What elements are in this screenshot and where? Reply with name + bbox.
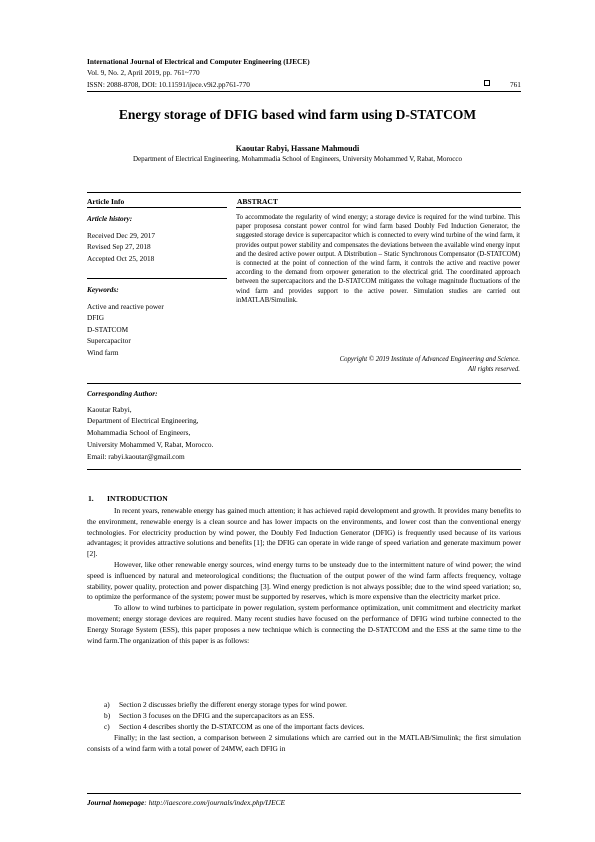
corresponding-line: Mohammadia School of Engineers, [87, 428, 191, 437]
homepage-label: Journal homepage [87, 798, 145, 807]
corresponding-line: University Mohammed V, Rabat, Morocco. [87, 440, 214, 449]
keyword-item: DFIG [87, 313, 105, 322]
keyword-item: Supercapacitor [87, 336, 131, 345]
journal-homepage [87, 798, 285, 807]
page-number: 761 [510, 80, 521, 89]
paragraph: Finally; in the last section, a comparison between 2 simulations which are carried out in the MATLAB/Simulink; the first simulation consists of a wind farm with a total power of 24MW, each DFIG in [87, 733, 521, 753]
section-number: 1. [88, 494, 94, 503]
footer-rule [87, 793, 521, 794]
copyright-line: Copyright © 2019 Institute of Advanced Engineering and Science. [339, 356, 520, 363]
abstract-heading: ABSTRACT [237, 197, 278, 206]
affiliation: Department of Electrical Engineering, Mohammadia School of Engineers, University Mohammed V, Rabat, Morocco [132, 155, 463, 163]
info-bottom-rule [87, 469, 521, 470]
corresponding-email: Email: rabyi.kaoutar@gmail.com [87, 452, 185, 461]
authors: Kaoutar Rabyi, Hassane Mahmoudi [235, 144, 360, 153]
info-col-rule [87, 207, 227, 208]
keywords-heading: Keywords: [87, 285, 119, 294]
info-top-rule [87, 192, 521, 193]
keyword-item: D-STATCOM [87, 325, 129, 334]
paragraph: To allow to wind turbines to participate in power regulation, system performance optimization, unit commitment and electricity market movement; energy storage devices are required. Many recent studies have focused on the performance of DFIG wind turbine connected to the Energy Storage System (ESS), this paper proposes a new technique which is connecting the D-STATCOM and the ESS at the same time to the wind farm.The organization of this paper is as follows: [87, 603, 521, 645]
journal-name: International Journal of Electrical and Computer Engineering (IJECE) [87, 57, 310, 66]
rights-line: All rights reserved. [467, 366, 520, 373]
corresponding-line: Department of Electrical Engineering, [87, 416, 199, 425]
history-received: Received Dec 29, 2017 [87, 231, 156, 240]
history-revised: Revised Sep 27, 2018 [87, 242, 151, 251]
intro-body [87, 506, 521, 646]
article-info-heading: Article Info [87, 197, 125, 206]
abstract-col-rule [236, 207, 521, 208]
corresponding-line: Kaoutar Rabyi, [87, 405, 132, 414]
corresponding-heading: Corresponding Author: [87, 389, 158, 398]
homepage-link[interactable]: : http://iaescore.com/journals/index.php/IJECE [144, 798, 286, 807]
section-title: INTRODUCTION [107, 494, 168, 503]
section-list [87, 700, 521, 732]
square-icon [484, 80, 490, 86]
list-item: b) Section 3 focuses on the DFIG and the supercapacitors as an ESS. [104, 710, 315, 720]
corresponding-rule [87, 383, 521, 384]
paragraph: However, like other renewable energy sources, wind energy turns to be unsteady due to the intermittent nature of wind power; the wind speed is influenced by natural and meteorological conditions; the fluctuation of the output power of the wind farm affects frequency, voltage stability, power quality, protection and power dispatching [3]. Wind energy prediction is not always possible; due to the wind speed variation; so, to optimize the performance of the system; power must be supported by reserves, which is more expensive than the electricity market price. [87, 559, 521, 602]
abstract-text: To accommodate the regularity of wind energy; a storage device is required for the wind turbine. This paper proposesa constant power control for wind farm based Doubly Fed Induction Generator, the suggested storage device is supercapacitor which is connected to every wind turbine of the wind farm, it provides output power stability and compensates the deviations between the available wind energy input and the desired active power output. A Distribution – Static Synchronous Compensator (D-STATCOM) is connected at the point of connection of the wind farm, it controls the active and reactive power according to the demand from orpower generation to the electrical grid. The coordinated approach between the supercapacitors and the D-STATCOM mitigates the voltage magnitude fluctuations of the wind farm and provides support to the active power. Simulation studies are carried out inMATLAB/Simulink. [236, 214, 520, 304]
list-item: c) Section 4 describes shortly the D-STATCOM as one of the important facts devices. [104, 721, 365, 731]
list-item: a) Section 2 discusses briefly the different energy storage types for wind power. [104, 700, 347, 709]
keyword-item: Wind farm [87, 348, 119, 357]
paper-title: Energy storage of DFIG based wind farm using D-STATCOM [118, 107, 477, 122]
volume-info: Vol. 9, No. 2, April 2019, pp. 761~770 [87, 68, 200, 77]
paragraph: In recent years, renewable energy has gained much attention; it has achieved rapid development and growth. It provides many benefits to the environment, renewable energy is a clean source and has lower impacts on the environments, and lower cost than the conventional energy technologies. For electricity production by wind power, the Doubly Fed Induction Generator (DFIG) is frequently used because of its various advantages; it provides attractive solutions and benefits [1]; the DFIG can operate in wide range of speed variation and generate maximum power [2]. [87, 506, 521, 559]
header-rule [87, 91, 521, 92]
keywords-rule [87, 278, 227, 279]
section-heading [88, 494, 168, 503]
history-accepted: Accepted Oct 25, 2018 [87, 254, 155, 263]
keyword-item: Active and reactive power [87, 302, 164, 311]
history-heading: Article history: [87, 214, 133, 223]
intro-final [87, 733, 521, 755]
issn-doi: ISSN: 2088-8708, DOI: 10.11591/ijece.v9i2.pp761-770 [87, 80, 250, 89]
